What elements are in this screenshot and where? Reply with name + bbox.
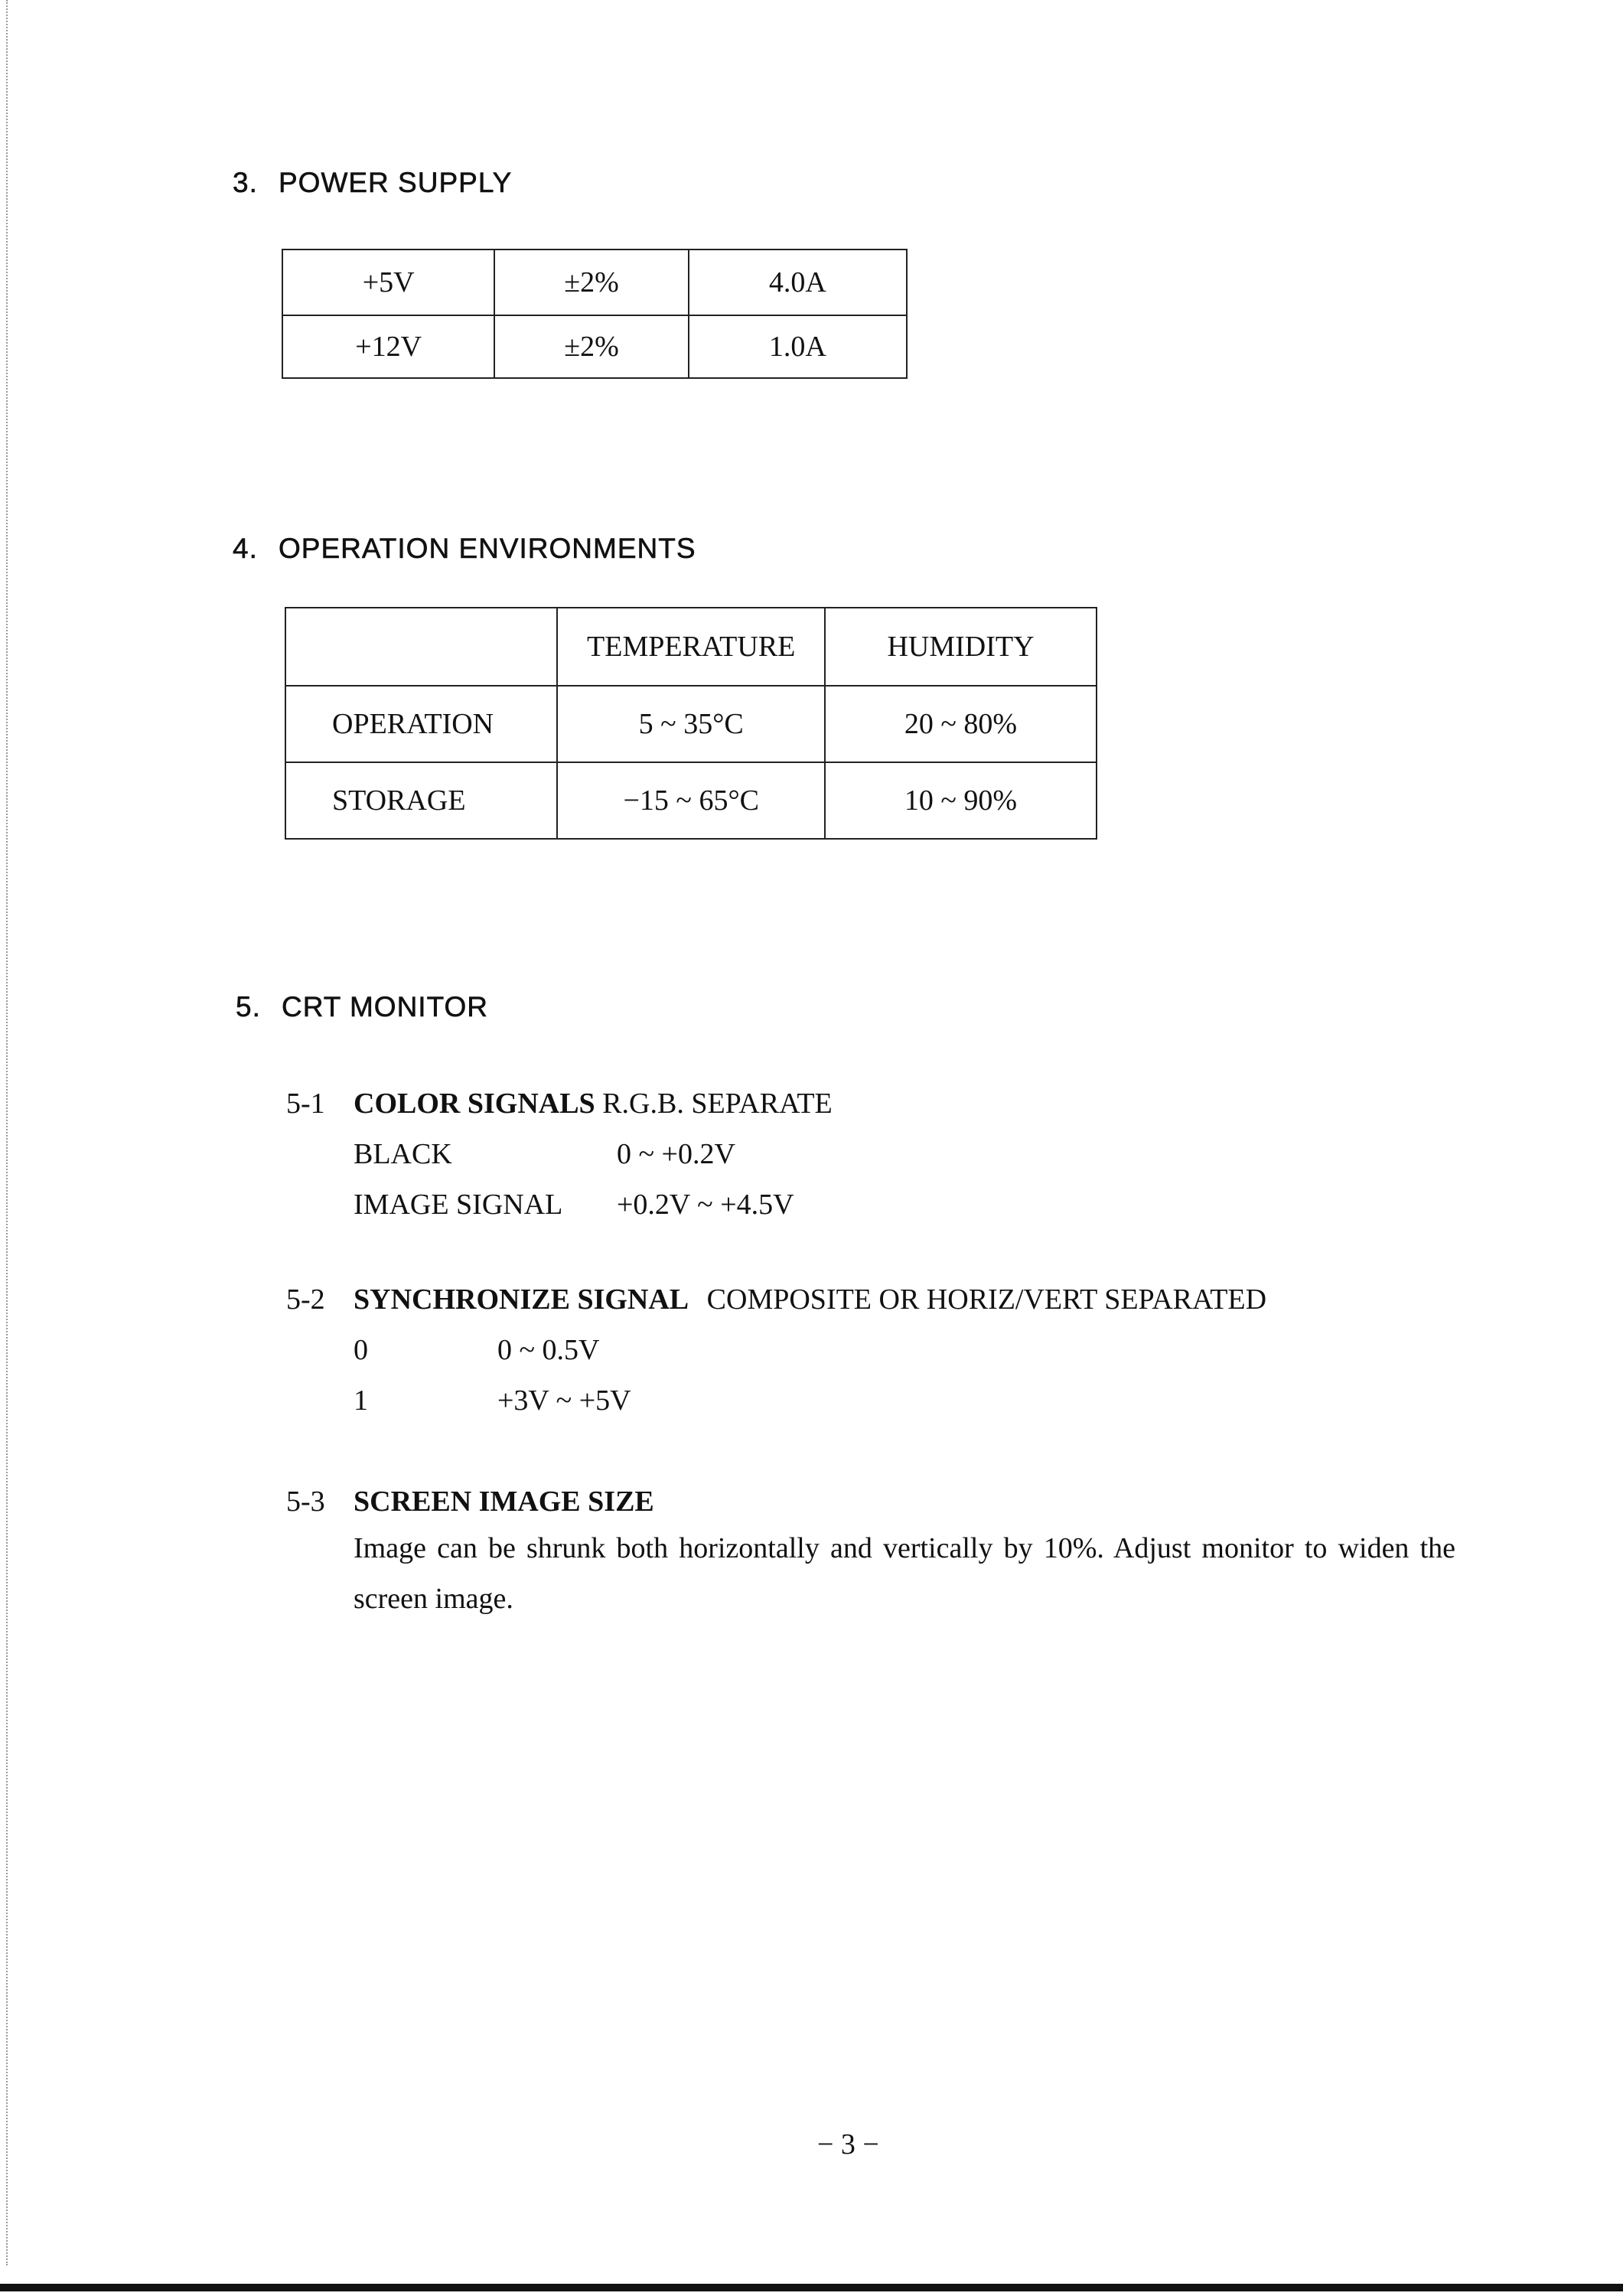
table-cell: 10 ~ 90% <box>825 762 1097 839</box>
section-4-title: OPERATION ENVIRONMENTS <box>279 533 696 564</box>
subsection-number: 5-1 <box>286 1088 325 1120</box>
section-5-heading <box>236 991 488 1023</box>
table-cell: 4.0A <box>689 249 907 315</box>
section-5-title: CRT MONITOR <box>282 991 489 1022</box>
page-edge-left <box>6 0 9 2265</box>
table-cell: ±2% <box>494 315 688 378</box>
table-cell: 1.0A <box>689 315 907 378</box>
spec-label: IMAGE SIGNAL <box>354 1189 563 1221</box>
subsection-title: COLOR SIGNALS <box>354 1088 595 1120</box>
table-cell: ±2% <box>494 249 688 315</box>
power-supply-table <box>282 249 908 379</box>
table-cell: −15 ~ 65°C <box>557 762 825 839</box>
section-5-number: 5. <box>236 991 261 1022</box>
table-cell: 20 ~ 80% <box>825 686 1097 762</box>
section-3-number: 3. <box>233 167 258 198</box>
table-cell: +5V <box>282 249 494 315</box>
section-3-title: POWER SUPPLY <box>279 167 513 198</box>
page-number: − 3 − <box>817 2128 879 2161</box>
subsection-title: SYNCHRONIZE SIGNAL <box>354 1283 689 1316</box>
table-header-cell <box>285 608 557 686</box>
spec-value: +0.2V ~ +4.5V <box>617 1189 794 1221</box>
section-3-heading <box>233 167 512 199</box>
subsection-value: R.G.B. SEPARATE <box>602 1088 833 1120</box>
section-4-heading <box>233 533 696 565</box>
table-row <box>282 249 907 315</box>
table-header-row <box>285 608 1097 686</box>
table-cell: STORAGE <box>285 762 557 839</box>
spec-label: 1 <box>354 1384 368 1417</box>
spec-value: 0 ~ +0.2V <box>617 1138 735 1170</box>
spec-label: BLACK <box>354 1138 452 1170</box>
table-cell: +12V <box>282 315 494 378</box>
table-row <box>285 686 1097 762</box>
spec-value: 0 ~ 0.5V <box>497 1334 600 1366</box>
spec-value: +3V ~ +5V <box>497 1384 631 1417</box>
table-row <box>285 762 1097 839</box>
subsection-title: SCREEN IMAGE SIZE <box>354 1486 654 1518</box>
section-4-number: 4. <box>233 533 258 564</box>
table-cell: 5 ~ 35°C <box>557 686 825 762</box>
subsection-5-3-heading <box>286 1485 654 1518</box>
subsection-number: 5-3 <box>286 1486 325 1518</box>
subsection-number: 5-2 <box>286 1283 325 1316</box>
operation-environments-table <box>285 607 1097 840</box>
table-header-cell: HUMIDITY <box>825 608 1097 686</box>
table-row <box>282 315 907 378</box>
page-edge-bottom <box>0 2284 1623 2291</box>
screen-image-size-text: Image can be shrunk both horizontally and vertically by 10%. Adjust monitor to widen the screen image. <box>354 1532 1455 1615</box>
spec-label: 0 <box>354 1334 368 1366</box>
subsection-value: COMPOSITE OR HORIZ/VERT SEPARATED <box>706 1283 1267 1316</box>
table-header-cell: TEMPERATURE <box>557 608 825 686</box>
table-cell: OPERATION <box>285 686 557 762</box>
subsection-5-1-heading <box>286 1087 833 1120</box>
subsection-5-2-heading <box>286 1283 1266 1316</box>
